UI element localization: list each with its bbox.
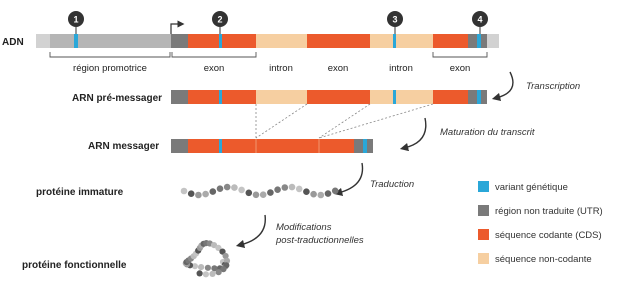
region-label-exon-2: exon xyxy=(327,63,349,74)
region-label-exon-1: exon xyxy=(203,63,225,74)
protein-bead xyxy=(332,188,339,195)
step-modifications-line2: post-traductionnelles xyxy=(276,235,364,246)
functional-protein-fold xyxy=(183,240,230,277)
protein-bead xyxy=(318,192,325,199)
protein-bead xyxy=(253,192,260,199)
dna-utr-3 xyxy=(468,34,477,48)
legend xyxy=(478,181,603,265)
dna-left-end xyxy=(36,34,50,48)
region-brackets xyxy=(50,52,487,57)
dna-exon-2 xyxy=(307,34,370,48)
protein-bead xyxy=(205,265,211,271)
protein-bead xyxy=(203,271,209,277)
legend-label-noncoding: séquence non-codante xyxy=(495,254,592,265)
region-label-exon-3: exon xyxy=(449,63,471,74)
region-label-intron-2: intron xyxy=(389,63,413,74)
dna-promoter-variant xyxy=(74,34,78,48)
protein-bead xyxy=(197,270,203,276)
pre-mrna-strand xyxy=(171,90,487,104)
modifications-arrow xyxy=(240,215,265,245)
marker-2-label: 2 xyxy=(217,14,223,25)
row-label-mrna: ARN messager xyxy=(88,141,160,152)
row-label-immature-protein: protéine immature xyxy=(36,187,124,198)
step-modifications-line1: Modifications xyxy=(276,222,332,233)
dna-intron-1 xyxy=(256,34,307,48)
protein-bead xyxy=(209,271,215,277)
protein-bead xyxy=(210,188,217,195)
protein-bead xyxy=(216,269,222,275)
protein-bead xyxy=(296,186,303,193)
dna-promoter xyxy=(50,34,171,48)
protein-bead xyxy=(238,187,245,194)
legend-label-variant: variant génétique xyxy=(495,182,568,193)
dna-strand xyxy=(36,34,499,48)
transcription-start-arrow xyxy=(171,24,181,34)
row-label-dna: ADN xyxy=(2,37,24,48)
dna-utr-3-variant xyxy=(477,34,481,48)
protein-bead xyxy=(260,191,267,198)
translation-arrow xyxy=(338,163,363,193)
dna-right-end xyxy=(487,34,499,48)
dna-utr-5 xyxy=(171,34,188,48)
protein-bead xyxy=(202,191,209,198)
legend-swatch-noncoding xyxy=(478,253,489,264)
protein-bead xyxy=(198,264,204,270)
step-maturation: Maturation du transcrit xyxy=(440,127,535,138)
protein-bead xyxy=(325,190,332,197)
marker-3 xyxy=(387,11,403,34)
legend-swatch-utr xyxy=(478,205,489,216)
row-label-functional-protein: protéine fonctionnelle xyxy=(22,260,127,271)
legend-swatch-variant xyxy=(478,181,489,192)
region-label-promoter: région promotrice xyxy=(73,63,147,74)
marker-4 xyxy=(472,11,488,34)
protein-bead xyxy=(282,184,289,191)
immature-protein-chain xyxy=(181,184,339,199)
protein-bead xyxy=(274,186,281,193)
step-translation: Traduction xyxy=(370,179,415,190)
legend-label-cds: séquence codante (CDS) xyxy=(495,230,602,241)
legend-label-utr: région non traduite (UTR) xyxy=(495,206,603,217)
legend-swatch-cds xyxy=(478,229,489,240)
dna-utr-3b xyxy=(481,34,487,48)
row-label-pre-mrna: ARN pré-messager xyxy=(72,93,163,104)
dna-intron-2-variant xyxy=(393,34,396,48)
maturation-arrow xyxy=(404,118,426,148)
protein-bead xyxy=(224,184,231,191)
region-label-intron-1: intron xyxy=(269,63,293,74)
protein-bead xyxy=(303,188,310,195)
marker-1 xyxy=(68,11,84,34)
splicing-guides xyxy=(256,104,433,138)
protein-bead xyxy=(310,191,317,198)
marker-3-label: 3 xyxy=(392,14,398,25)
dna-exon-3 xyxy=(433,34,468,48)
marker-4-label: 4 xyxy=(477,14,483,25)
protein-bead xyxy=(217,185,224,192)
mrna-strand xyxy=(171,139,373,153)
step-transcription: Transcription xyxy=(526,81,581,92)
protein-bead xyxy=(267,189,274,196)
marker-2 xyxy=(212,11,228,34)
protein-bead xyxy=(195,192,202,199)
dna-exon-1-variant xyxy=(219,34,222,48)
protein-bead xyxy=(246,190,253,197)
protein-bead xyxy=(231,184,238,191)
protein-bead xyxy=(289,184,296,191)
transcription-arrow xyxy=(496,72,513,98)
dna-intron-2 xyxy=(370,34,433,48)
marker-1-label: 1 xyxy=(73,14,79,25)
protein-bead xyxy=(188,190,195,197)
protein-bead xyxy=(181,188,188,195)
